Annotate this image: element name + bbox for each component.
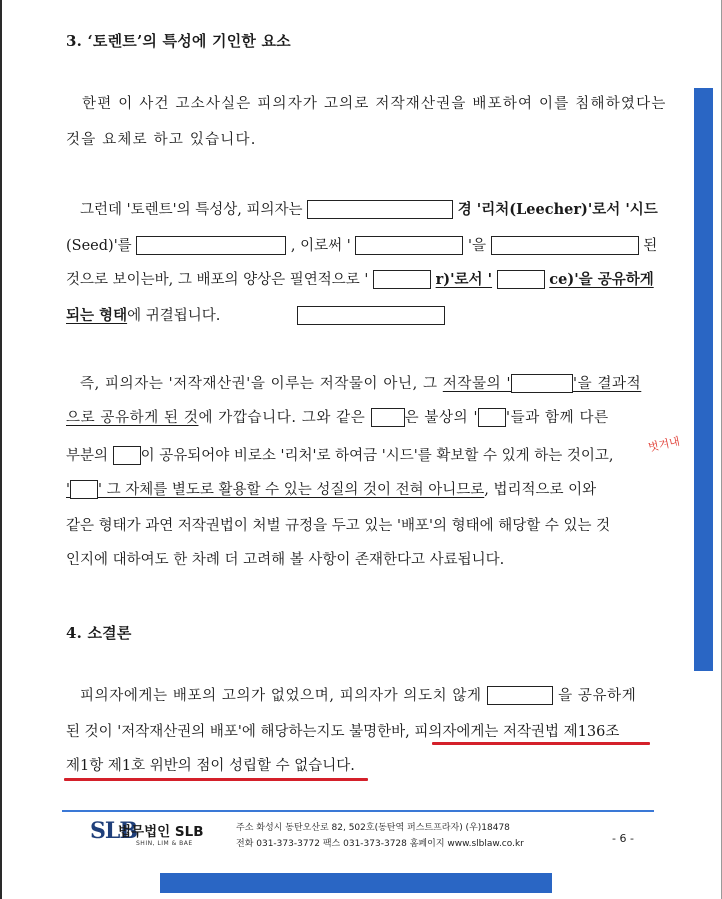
handwritten-annotation: 벗겨내 — [647, 434, 681, 455]
paragraph-1-line-2: 것을 요체로 하고 있습니다. — [66, 132, 257, 148]
text-segment: 은 불상의 ' — [404, 410, 479, 426]
paragraph-3-line-1 — [80, 374, 664, 394]
text-segment: '을 결과적 — [573, 376, 642, 392]
paragraph-3-line-5: 같은 형태가 과연 저작권법이 처벌 규정을 두고 있는 '배포'의 형태에 해당할 수 있는 것 — [66, 518, 611, 534]
conclusion-line-3: 제1항 제1호 위반의 점이 성립할 수 없습니다. — [66, 758, 355, 774]
paragraph-2-line-2 — [66, 236, 658, 256]
text-segment: '을 — [467, 238, 486, 254]
scan-left-edge — [0, 0, 2, 899]
section-4-heading: 4. 소결론 — [66, 624, 132, 642]
redaction-box — [113, 446, 141, 465]
text-segment: 것으로 보이는바, 그 배포의 양상은 필연적으로 ' — [66, 272, 369, 288]
text-segment: 이 공유되어야 비로소 '리처'로 하여금 '시드'를 확보할 수 있게 하는 것이고, — [140, 448, 614, 464]
text-segment: 경 '리처(Leecher)'로서 '시드 — [457, 201, 658, 218]
text-segment: (Seed)'를 — [66, 238, 132, 254]
text-segment: , 이로써 ' — [290, 238, 351, 254]
firm-english-name: SHIN, LIM & BAE — [136, 840, 193, 847]
redaction-box — [487, 686, 553, 705]
redaction-box — [70, 480, 98, 499]
text-segment: 피의자에게는 저작권법 제136조 — [414, 724, 620, 740]
redaction-box — [307, 200, 453, 219]
red-underline-mark — [64, 778, 368, 781]
text-segment: r)'로서 ' — [435, 271, 493, 288]
paragraph-1-line-1: 한편 이 사건 고소사실은 피의자가 고의로 저작재산권을 배포하여 이를 침해하였다는 — [82, 96, 667, 112]
paragraph-2-line-1 — [80, 200, 664, 220]
redaction-box — [371, 408, 405, 427]
blue-highlight-marker-right — [694, 88, 713, 671]
text-segment: 즉, 피의자는 '저작재산권'을 이루는 저작물이 아닌, 그 — [80, 376, 443, 392]
text-segment: 부분의 — [66, 448, 109, 464]
paragraph-3-line-3 — [66, 446, 650, 466]
redaction-box — [497, 270, 545, 289]
text-segment: 되는 형태 — [66, 307, 128, 324]
redaction-box — [136, 236, 286, 255]
text-segment: ce)'을 공유하게 — [549, 271, 654, 288]
firm-contact: 전화 031-373-3772 팩스 031-373-3728 홈페이지 www.slblaw.co.kr — [236, 839, 524, 849]
text-segment: ' 그 자체를 별도로 활용할 수 있는 성질의 것이 전혀 아니므로 — [98, 482, 485, 498]
text-segment: , 법리적으로 이와 — [484, 482, 597, 498]
text-segment: 피의자에게는 배포의 고의가 없었으며, 피의자가 의도치 않게 — [80, 688, 482, 704]
text-segment: '들과 함께 다른 — [506, 410, 609, 426]
paragraph-3-line-6: 인지에 대하여도 한 차례 더 고려해 볼 사항이 존재한다고 사료됩니다. — [66, 552, 505, 568]
section-3-heading: 3. ‘토렌트’의 특성에 기인한 요소 — [66, 32, 291, 50]
paragraph-2-line-4 — [66, 306, 650, 326]
footer-divider — [62, 810, 654, 812]
conclusion-line-2 — [66, 722, 650, 742]
text-segment: 을 공유하게 — [558, 688, 637, 704]
blue-highlight-marker-bottom — [160, 873, 552, 893]
firm-address: 주소 화성시 동탄오산로 82, 502호(동탄역 퍼스트프라자) (우)18478 — [236, 823, 510, 833]
paragraph-2-line-3 — [66, 270, 654, 290]
text-segment: 으로 공유하게 된 것 — [66, 410, 199, 426]
red-underline-mark — [432, 742, 650, 745]
text-segment: ' — [66, 482, 70, 498]
redaction-box — [511, 374, 573, 393]
text-segment: 에 귀결됩니다. — [127, 308, 221, 324]
redaction-box — [355, 236, 463, 255]
redaction-box — [297, 306, 445, 325]
text-segment: 된 — [643, 238, 658, 254]
redaction-box — [478, 408, 506, 427]
firm-name: 법무법인 SLB — [118, 824, 204, 840]
paragraph-3-line-2 — [66, 408, 650, 428]
conclusion-line-1 — [80, 686, 664, 706]
text-segment: 그런데 '토렌트'의 특성상, 피의자는 — [80, 202, 303, 218]
firm-logo-icon: SLB — [90, 818, 137, 844]
redaction-box — [491, 236, 639, 255]
text-segment: 저작물의 ' — [442, 376, 512, 392]
text-segment: 에 가깝습니다. 그와 같은 — [198, 410, 366, 426]
paragraph-3-line-4 — [66, 480, 650, 500]
text-segment: 된 것이 '저작재산권의 배포'에 해당하는지도 불명한바, — [66, 724, 415, 740]
page-number: - 6 - — [612, 832, 634, 845]
redaction-box — [373, 270, 431, 289]
